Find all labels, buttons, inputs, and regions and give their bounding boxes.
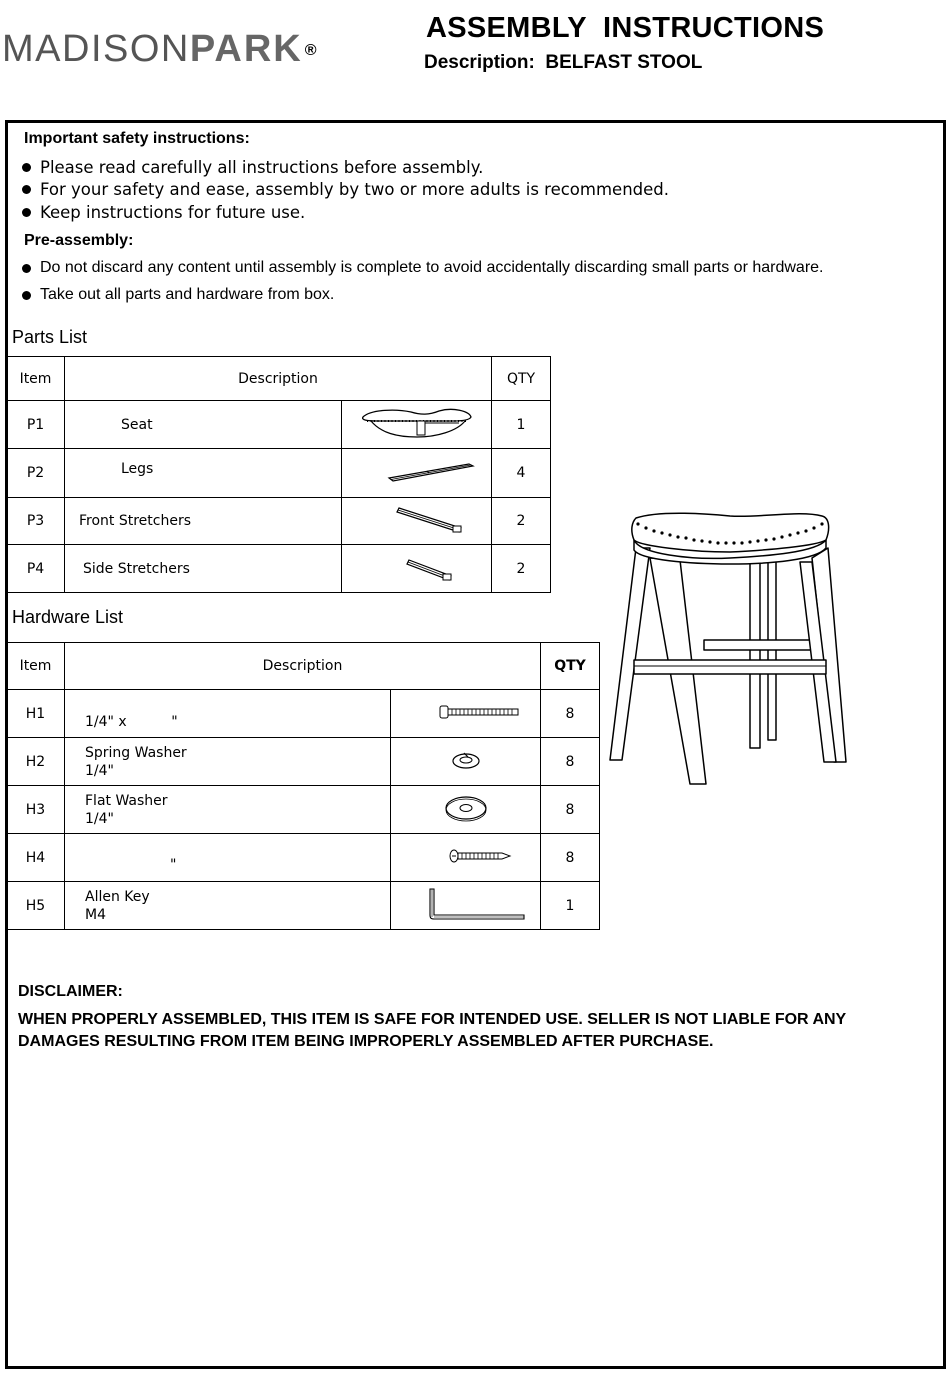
row-description-name: Flat Washer — [85, 792, 168, 809]
brand-name-bold: PARK — [189, 28, 303, 70]
row-description-size: 1/4" — [85, 762, 114, 779]
bullet-icon — [22, 291, 31, 300]
table-row — [7, 882, 600, 930]
row-description-name: Allen Key — [85, 888, 150, 905]
bullet-icon — [22, 185, 31, 194]
table-row — [7, 786, 600, 834]
front-stretcher-icon — [342, 498, 492, 545]
stool-illustration — [600, 500, 860, 805]
safety-item — [22, 158, 483, 177]
row-description-size: 1/4" — [85, 810, 114, 827]
row-description: Legs — [65, 449, 342, 498]
row-qty: 1 — [541, 882, 600, 930]
safety-heading: Important safety instructions: — [24, 130, 250, 147]
side-stretcher-icon — [342, 545, 492, 593]
row-item: P3 — [7, 498, 65, 545]
pre-assembly-item — [22, 286, 334, 304]
header-item: Item — [7, 643, 65, 690]
row-qty: 2 — [492, 498, 551, 545]
table-header-row — [7, 357, 551, 401]
safety-item — [22, 180, 669, 199]
document-title: ASSEMBLY INSTRUCTIONS — [426, 12, 825, 44]
table-row — [7, 690, 600, 738]
row-item: H1 — [7, 690, 65, 738]
pre-assembly-item — [22, 259, 824, 277]
bolt-icon — [391, 690, 541, 738]
pre-assembly-heading: Pre-assembly: — [24, 232, 134, 249]
flat-washer-icon — [391, 786, 541, 834]
safety-item — [22, 203, 305, 222]
row-item: H3 — [7, 786, 65, 834]
safety-item-text: For your safety and ease, assembly by two or more adults is recommended. — [40, 180, 669, 199]
row-description: Front Stretchers — [65, 498, 342, 545]
row-item: H4 — [7, 834, 65, 882]
row-description: Seat — [65, 401, 342, 449]
table-row — [7, 449, 551, 498]
pre-assembly-item-text: Do not discard any content until assembly is complete to avoid accidentally discarding small parts or hardware. — [40, 259, 824, 276]
row-item: P1 — [7, 401, 65, 449]
disclaimer-text: WHEN PROPERLY ASSEMBLED, THIS ITEM IS SAFE FOR INTENDED USE. SELLER IS NOT LIABLE FOR ANY DAMAGES RESULTING FROM ITEM BEING IMPROPERLY ASSEMBLED AFTER PURCHASE. — [18, 1011, 846, 1050]
leg-icon — [342, 449, 492, 498]
hardware-table — [6, 642, 600, 930]
row-qty: 8 — [541, 690, 600, 738]
pre-assembly-item-text: Take out all parts and hardware from box. — [40, 286, 335, 303]
brand-logo — [2, 28, 318, 71]
table-row — [7, 545, 551, 593]
row-description — [65, 786, 391, 834]
table-header-row — [7, 643, 600, 690]
safety-item-text: Keep instructions for future use. — [40, 203, 306, 222]
row-description-size: " — [170, 856, 177, 873]
row-description — [65, 690, 391, 738]
row-qty: 8 — [541, 786, 600, 834]
row-qty: 2 — [492, 545, 551, 593]
row-qty: 1 — [492, 401, 551, 449]
row-qty: 4 — [492, 449, 551, 498]
row-item: H5 — [7, 882, 65, 930]
row-description — [65, 882, 391, 930]
row-qty: 8 — [541, 834, 600, 882]
table-row — [7, 401, 551, 449]
screw-icon — [391, 834, 541, 882]
row-qty: 8 — [541, 738, 600, 786]
document-description: Description: BELFAST STOOL — [424, 52, 703, 73]
header-qty: QTY — [541, 643, 600, 690]
parts-list-title: Parts List — [12, 327, 88, 347]
row-description — [65, 738, 391, 786]
disclaimer-heading: DISCLAIMER: — [18, 983, 123, 1000]
bullet-icon — [22, 264, 31, 273]
brand-name-light: MADISON — [2, 28, 190, 70]
header-description: Description — [65, 643, 541, 690]
row-description-size: M4 — [85, 906, 106, 923]
row-description-size: 1/4" x " — [85, 713, 178, 730]
header-qty: QTY — [492, 357, 551, 401]
parts-table — [6, 356, 551, 593]
table-row — [7, 738, 600, 786]
hardware-list-title: Hardware List — [12, 607, 124, 627]
bullet-icon — [22, 163, 31, 172]
spring-washer-icon — [391, 738, 541, 786]
row-description-name: Spring Washer — [85, 744, 187, 761]
header-item: Item — [7, 357, 65, 401]
row-item: P4 — [7, 545, 65, 593]
row-item: P2 — [7, 449, 65, 498]
table-row — [7, 498, 551, 545]
bullet-icon — [22, 208, 31, 217]
allen-key-icon — [391, 882, 541, 930]
header-description: Description — [65, 357, 492, 401]
row-description: Side Stretchers — [65, 545, 342, 593]
safety-item-text: Please read carefully all instructions before assembly. — [40, 158, 484, 177]
row-item: H2 — [7, 738, 65, 786]
seat-icon — [342, 401, 492, 449]
table-row — [7, 834, 600, 882]
registered-mark: ® — [304, 41, 318, 59]
row-description — [65, 834, 391, 882]
